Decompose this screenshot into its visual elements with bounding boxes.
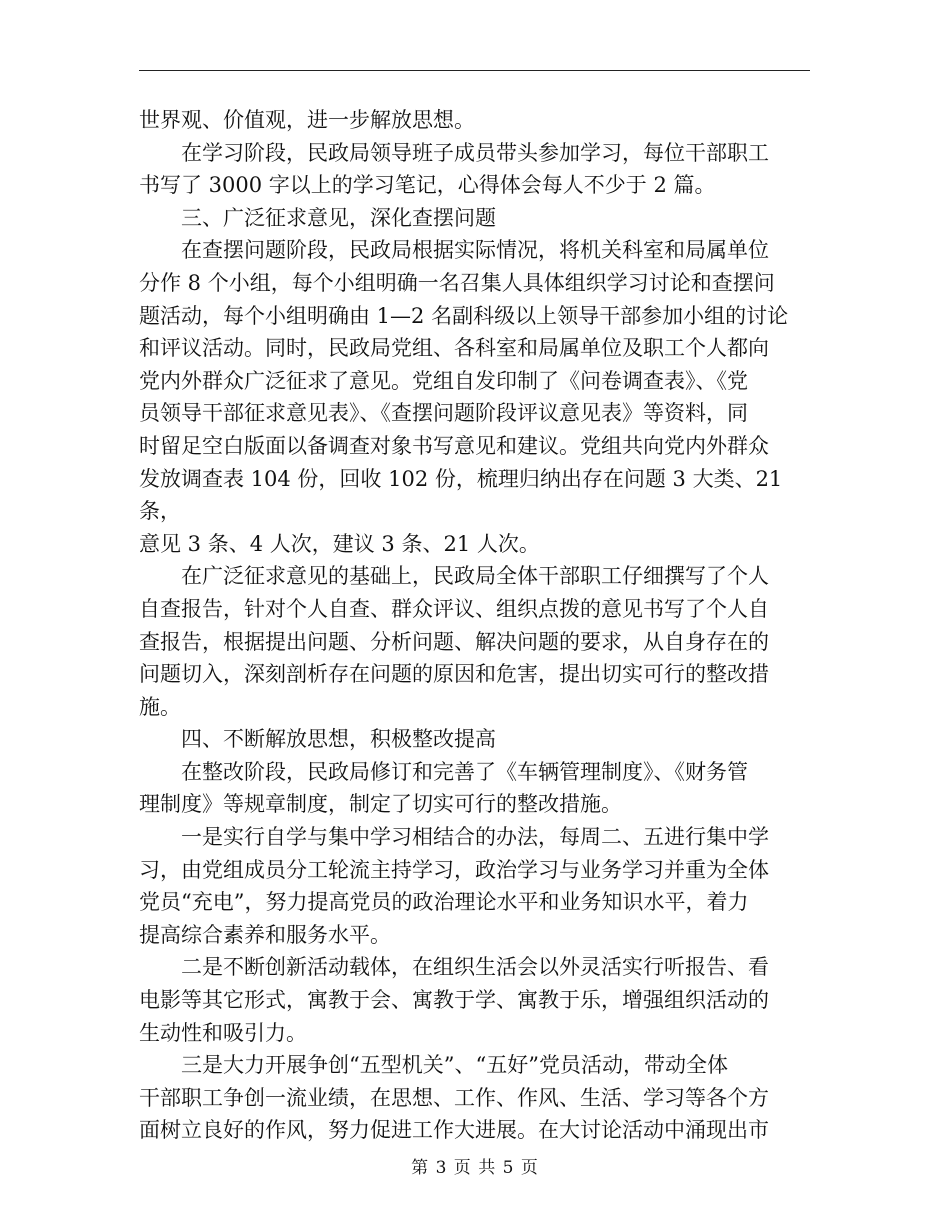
header-rule	[139, 70, 810, 71]
text-line: 时留足空白版面以备调查对象书写意见和建议。党组共向党内外群众	[139, 433, 769, 458]
text-line: 干部职工争创一流业绩，在思想、工作、作风、生活、学习等各个方	[139, 1085, 769, 1110]
text-line: 一是实行自学与集中学习相结合的办法，每周二、五进行集中学	[139, 825, 769, 850]
section-heading: 三、广泛征求意见，深化查摆问题	[139, 205, 496, 230]
text-line: 提高综合素养和服务水平。	[139, 922, 391, 947]
text-line: 发放调查表 104 份，回收 102 份，梳理归纳出存在问题 3 大类、21 条，	[139, 466, 789, 524]
text-line: 党内外群众广泛征求了意见。党组自发印制了《问卷调查表》、《党	[139, 368, 748, 393]
text-line: 在学习阶段，民政局领导班子成员带头参加学习，每位干部职工	[139, 140, 769, 165]
text-line: 自查报告，针对个人自查、群众评议、组织点拨的意见书写了个人自	[139, 596, 769, 621]
text-line: 面树立良好的作风，努力促进工作大进展。在大讨论活动中涌现出市	[139, 1118, 769, 1143]
document-body	[139, 104, 829, 1147]
text-line: 世界观、价值观，进一步解放思想。	[139, 108, 475, 132]
text-line: 问题切入，深刻剖析存在问题的原因和危害，提出切实可行的整改措	[139, 662, 769, 687]
text-line: 生动性和吸引力。	[139, 1020, 307, 1045]
text-line: 三是大力开展争创“五型机关”、“五好”党员活动，带动全体	[139, 1053, 728, 1078]
text-line: 书写了 3000 字以上的学习笔记，心得体会每人不少于 2 篇。	[139, 173, 716, 198]
text-line: 党员“充电”，努力提高党员的政治理论水平和业务知识水平，着力	[139, 890, 749, 915]
text-line: 员领导干部征求意见表》、《查摆问题阶段评议意见表》等资料，同	[139, 401, 748, 426]
text-line: 电影等其它形式，寓教于会、寓教于学、寓教于乐，增强组织活动的	[139, 988, 769, 1013]
text-line: 在广泛征求意见的基础上，民政局全体干部职工仔细撰写了个人	[139, 564, 769, 589]
text-line: 分作 8 个小组，每个小组明确一名召集人具体组织学习讨论和查摆问	[139, 270, 775, 295]
text-line: 施。	[139, 694, 181, 719]
text-line: 在整改阶段，民政局修订和完善了《车辆管理制度》、《财务管	[139, 759, 748, 784]
text-line: 意见 3 条、4 人次，建议 3 条、21 人次。	[139, 531, 540, 556]
text-line: 习，由党组成员分工轮流主持学习，政治学习与业务学习并重为全体	[139, 857, 769, 882]
text-line: 题活动，每个小组明确由 1—2 名副科级以上领导干部参加小组的讨论	[139, 303, 789, 328]
text-line: 查报告，根据提出问题、分析问题、解决问题的要求，从自身存在的	[139, 629, 769, 654]
page-number: 第 3 页 共 5 页	[411, 1158, 539, 1178]
text-line: 理制度》等规章制度，制定了切实可行的整改措施。	[139, 792, 622, 817]
text-line: 在查摆问题阶段，民政局根据实际情况，将机关科室和局属单位	[139, 238, 769, 263]
text-line: 二是不断创新活动载体，在组织生活会以外灵活实行听报告、看	[139, 955, 769, 980]
text-line: 和评议活动。同时，民政局党组、各科室和局属单位及职工个人都向	[139, 336, 769, 361]
section-heading: 四、不断解放思想，积极整改提高	[139, 727, 496, 752]
